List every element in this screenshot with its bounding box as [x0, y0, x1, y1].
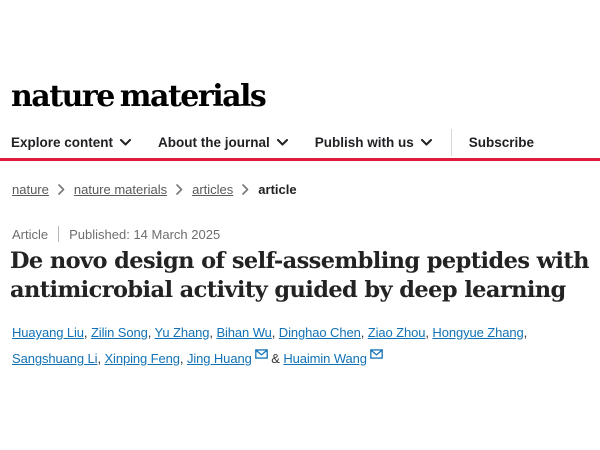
article-title: De novo design of self-assembling peptides with antimicrobial activity guided by deep learning [10, 248, 589, 303]
author-link[interactable]: Dinghao Chen [278, 325, 361, 340]
breadcrumb-current-article: article [258, 182, 297, 197]
nav-item-label: About the journal [158, 134, 270, 150]
nav-item-label: Subscribe [468, 134, 535, 150]
author-separator: , [425, 325, 433, 340]
author-link[interactable]: Hongyue Zhang [432, 325, 524, 340]
author-separator: , [360, 325, 368, 340]
author-link[interactable]: Ziao Zhou [367, 325, 426, 340]
author-link[interactable]: Sangshuang Li [12, 351, 98, 366]
author-separator: , [523, 325, 528, 340]
journal-logo[interactable]: nature materials [11, 79, 266, 114]
author-separator: , [271, 325, 279, 340]
nav-item-label: Explore content [11, 134, 114, 150]
email-icon[interactable] [255, 349, 268, 359]
nav-divider [451, 129, 452, 156]
breadcrumb [12, 182, 297, 197]
chevron-down-icon [120, 139, 131, 146]
author-separator: , [147, 325, 155, 340]
chevron-right-icon [176, 184, 183, 195]
breadcrumb-link-articles[interactable]: articles [192, 182, 234, 197]
meta-divider [58, 226, 59, 242]
nav-item-about-the-journal[interactable] [158, 135, 288, 150]
email-icon[interactable] [370, 349, 383, 359]
main-nav [11, 130, 534, 154]
author-link[interactable]: Xinping Feng [104, 351, 180, 366]
chevron-down-icon [421, 139, 432, 146]
author-separator: , [83, 325, 91, 340]
author-separator: , [179, 351, 187, 366]
author-link[interactable]: Zilin Song [90, 325, 148, 340]
author-list [12, 320, 598, 372]
chevron-right-icon [242, 184, 249, 195]
chevron-right-icon [58, 184, 65, 195]
nav-item-subscribe[interactable] [469, 135, 534, 150]
author-link[interactable]: Jing Huang [186, 351, 252, 366]
nav-item-label: Publish with us [314, 134, 414, 150]
author-link[interactable]: Huayang Liu [12, 325, 84, 340]
breadcrumb-link-nature[interactable]: nature [12, 182, 49, 197]
author-link[interactable]: Bihan Wu [216, 325, 272, 340]
author-link[interactable]: Huaimin Wang [283, 351, 367, 366]
header-red-rule [0, 158, 600, 161]
chevron-down-icon [277, 139, 288, 146]
nav-item-publish-with-us[interactable] [315, 135, 432, 150]
author-separator: , [97, 351, 105, 366]
author-link[interactable]: Yu Zhang [154, 325, 210, 340]
author-separator: , [209, 325, 217, 340]
author-separator: & [267, 351, 284, 366]
nav-item-explore-content[interactable] [11, 135, 131, 150]
breadcrumb-link-nature-materials[interactable]: nature materials [73, 182, 168, 197]
article-meta [12, 226, 220, 242]
published-date: Published: 14 March 2025 [69, 226, 221, 242]
article-type-label: Article [12, 226, 49, 242]
